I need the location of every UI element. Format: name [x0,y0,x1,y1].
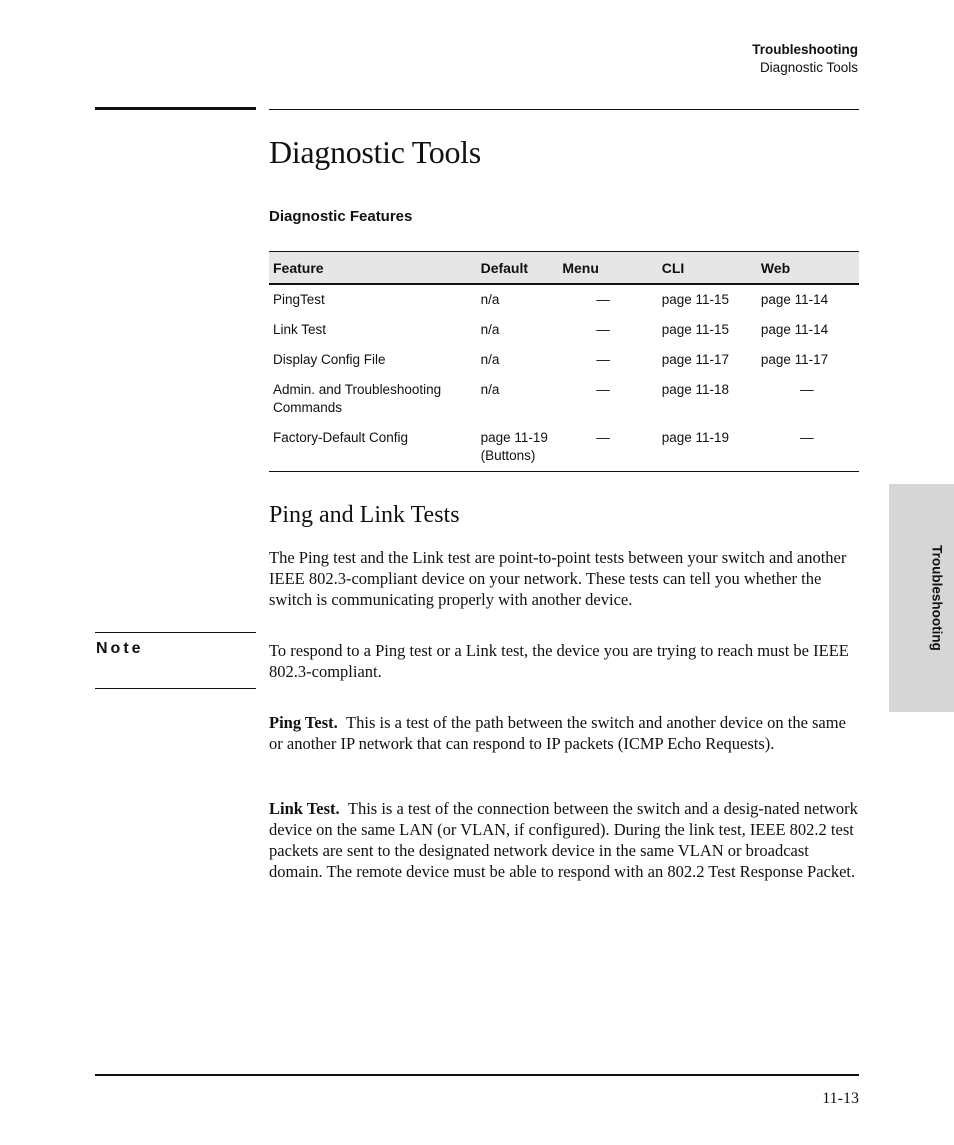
column-header-web: Web [760,259,791,276]
chapter-side-tab-label: Troubleshooting [929,545,945,651]
cell-cli: page 11-15 [661,292,730,307]
page-title: Diagnostic Tools [269,134,481,170]
note-label: Note [96,640,144,657]
cell-default: page 11-19 (Buttons) [480,430,548,463]
cell-default: n/a [480,382,500,397]
cell-feature: Factory-Default Config [273,430,409,445]
cell-cli: page 11-18 [661,382,730,397]
cell-web: page 11-17 [760,352,829,367]
column-header-menu: Menu [562,259,599,276]
section-heading: Ping and Link Tests [269,502,460,528]
link-test-text: This is a test of the connection between the switch and a desig-nated network device on the same LAN (or VLAN, if configured). During the link test, IEEE 802.2 test packets are sent to the designated network device in the same VLAN or broadcast domain. The remote device must be able to respond with an 802.2 Test Response Packet. [269,799,858,881]
table-row [269,423,859,472]
cell-web: page 11-14 [760,292,829,307]
cell-web: — [800,382,814,397]
ping-test-text: This is a test of the path between the switch and another device on the same or another IP network that can respond to IP packets (ICMP Echo Requests). [269,713,846,753]
running-header-chapter: Troubleshooting [752,42,858,57]
header-rule-left [95,107,256,110]
page-number: 11-13 [822,1090,859,1107]
column-header-feature: Feature [273,259,324,276]
column-header-default: Default [480,259,529,276]
table-row [269,375,859,423]
running-header [752,41,858,77]
cell-menu: — [596,382,610,397]
note-rule-top [95,632,256,633]
note-rule-bottom [95,688,256,689]
footer-rule [95,1074,859,1076]
cell-menu: — [596,292,610,307]
cell-default: n/a [480,322,500,337]
diagnostic-features-table [269,251,859,472]
header-rule-right [269,109,859,110]
ping-test-lead: Ping Test. [269,713,338,732]
cell-default: n/a [480,292,500,307]
cell-feature: PingTest [273,292,325,307]
ping-test-paragraph [269,712,859,754]
column-header-cli: CLI [661,259,685,276]
table-row [269,315,859,345]
cell-web: page 11-14 [760,322,829,337]
cell-cli: page 11-15 [661,322,730,337]
table-header-row [269,252,859,285]
cell-cli: page 11-17 [661,352,730,367]
table-row [269,345,859,375]
cell-menu: — [596,322,610,337]
table-row [269,284,859,315]
cell-menu: — [596,430,610,445]
cell-feature: Display Config File [273,352,386,367]
running-header-section: Diagnostic Tools [759,60,858,75]
link-test-lead: Link Test. [269,799,340,818]
cell-feature: Link Test [273,322,327,337]
cell-cli: page 11-19 [661,430,730,445]
cell-web: — [800,430,814,445]
table-caption: Diagnostic Features [269,208,413,225]
cell-default: n/a [480,352,500,367]
cell-feature: Admin. and Troubleshooting Commands [273,382,442,415]
intro-paragraph: The Ping test and the Link test are point-to-point tests between your switch and another IEEE 802.3-compliant device on your network. These tests can tell you whether the switch is communicating properly with another device. [269,548,847,609]
link-test-paragraph [269,798,859,882]
cell-menu: — [596,352,610,367]
note-text: To respond to a Ping test or a Link test, the device you are trying to reach must be IEEE 802.3-compliant. [269,641,849,681]
